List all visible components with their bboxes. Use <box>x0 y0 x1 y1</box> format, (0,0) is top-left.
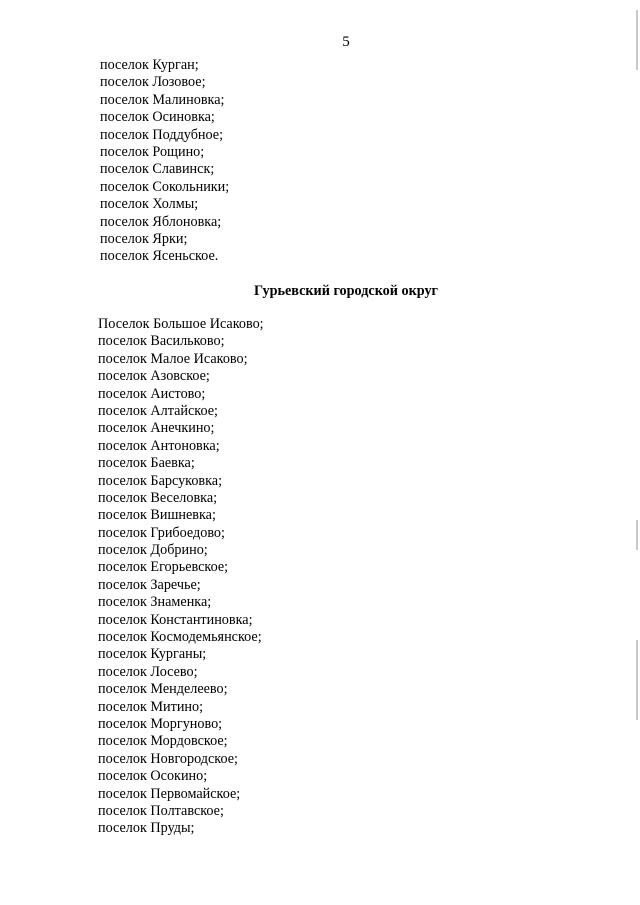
settlement-list-gurievsk <box>98 316 264 838</box>
list-item: поселок Малое Исаково; <box>98 350 248 367</box>
list-item: поселок Заречье; <box>98 576 201 593</box>
list-item: поселок Грибоедово; <box>98 524 225 541</box>
scan-edge-mark <box>636 10 638 70</box>
list-item: поселок Константиновка; <box>98 611 253 628</box>
list-item: поселок Ярки; <box>100 230 188 247</box>
list-item: поселок Поддубное; <box>100 126 224 143</box>
list-item: поселок Азовское; <box>98 368 210 385</box>
list-item: поселок Веселовка; <box>98 489 218 506</box>
list-item: поселок Лозовое; <box>100 74 206 91</box>
list-item: поселок Курганы; <box>98 646 207 663</box>
list-item: поселок Добрино; <box>98 542 208 559</box>
list-item: поселок Менделеево; <box>98 681 228 698</box>
scan-edge-mark <box>636 520 638 550</box>
list-item: поселок Осокино; <box>98 768 208 785</box>
list-item: поселок Моргуново; <box>98 715 223 732</box>
list-item: поселок Митино; <box>98 698 204 715</box>
list-item: поселок Космодемьянское; <box>98 629 262 646</box>
list-item: поселок Мордовское; <box>98 733 228 750</box>
list-item: поселок Лосево; <box>98 663 198 680</box>
scan-edge-mark <box>636 640 638 720</box>
list-item: поселок Осиновка; <box>100 109 215 126</box>
list-item: поселок Егорьевское; <box>98 559 229 576</box>
list-item: поселок Курган; <box>100 57 199 73</box>
section-heading: Гурьевский городской округ <box>253 283 438 299</box>
list-item: Поселок Большое Исаково; <box>98 316 264 332</box>
list-item: поселок Новгородское; <box>98 750 238 767</box>
settlement-list-continued <box>100 57 229 266</box>
list-item: поселок Баевка; <box>98 455 195 472</box>
list-item: поселок Яблоновка; <box>100 213 222 230</box>
list-item: поселок Анечкино; <box>98 420 215 437</box>
list-item: поселок Барсуковка; <box>98 472 223 489</box>
list-item: поселок Аистово; <box>98 385 206 402</box>
list-item: поселок Пруды; <box>98 820 195 837</box>
list-item: поселок Вишневка; <box>98 507 216 524</box>
list-item: поселок Сокольники; <box>100 178 230 195</box>
list-item: поселок Холмы; <box>100 196 199 213</box>
list-item: поселок Ясеньское. <box>100 248 219 265</box>
list-item: поселок Антоновка; <box>98 437 220 454</box>
list-item: поселок Славинск; <box>100 161 215 178</box>
list-item: поселок Алтайское; <box>98 402 218 419</box>
list-item: поселок Рощино; <box>100 143 205 160</box>
page-number: 5 <box>342 34 350 50</box>
list-item: поселок Полтавское; <box>98 802 224 819</box>
list-item: поселок Васильково; <box>98 333 225 350</box>
list-item: поселок Знаменка; <box>98 594 212 611</box>
list-item: поселок Первомайское; <box>98 785 241 802</box>
list-item: поселок Малиновка; <box>100 91 225 108</box>
